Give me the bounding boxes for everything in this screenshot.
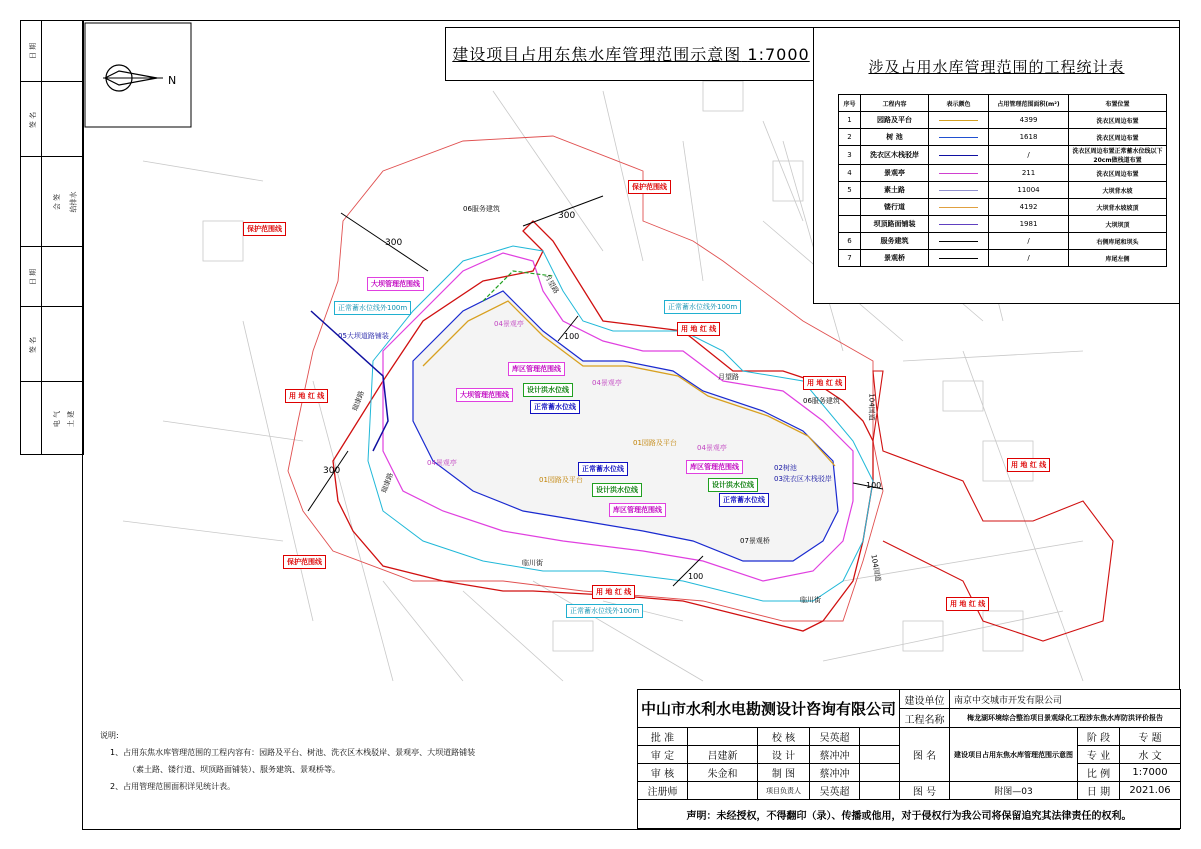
color-swatch-line xyxy=(939,258,978,259)
copyright-statement: 声明：未经授权，不得翻印（录）、传播或他用，对于侵权行为我公司将保留追究其法律责任的权利。 xyxy=(686,810,1132,822)
header-no: 序号 xyxy=(839,95,861,112)
side-cell: 电 气 土 建 xyxy=(21,381,83,455)
landscape-bridge-label: 07景观桥 xyxy=(740,537,770,545)
color-swatch-line xyxy=(939,137,978,138)
color-swatch-line xyxy=(939,241,978,242)
table-row xyxy=(839,216,1167,233)
cell-color-swatch xyxy=(929,165,989,182)
cell-location: 右侧库尾和坝头 xyxy=(1069,233,1167,250)
cell-no xyxy=(839,199,861,216)
drawing-name: 建设项目占用东焦水库管理范围示意图 xyxy=(950,728,1078,782)
scale-label: 比 例 xyxy=(1078,764,1120,782)
dim-100-label: 100 xyxy=(866,481,882,490)
cell-item: 树 池 xyxy=(861,129,929,146)
drawing-name-label: 图 名 xyxy=(900,728,950,782)
drawer-name: 蔡冲冲 xyxy=(810,764,860,782)
company-name: 中山市水利水电勘测设计咨询有限公司 xyxy=(638,690,900,728)
land-red-label: 用 地 红 线 xyxy=(677,322,720,336)
road-platform-label: 01园路及平台 xyxy=(539,476,583,484)
street-label: 瑞康路 xyxy=(351,389,366,413)
date-label: 日 期 xyxy=(1078,782,1120,800)
auditor-name: 朱金和 xyxy=(688,764,758,782)
reservoir-management-label: 库区管理范围线 xyxy=(508,362,565,376)
header-color: 表示颜色 xyxy=(929,95,989,112)
leader-label: 项目负责人 xyxy=(758,782,810,800)
statistics-title: 涉及占用水库管理范围的工程统计表 xyxy=(868,58,1125,76)
major-value: 水 文 xyxy=(1120,746,1180,764)
tree-pond-label: 02树池 xyxy=(774,464,797,472)
engineer-label: 注册师 xyxy=(638,782,688,800)
notes xyxy=(100,727,475,795)
notes-line: 1、占用东焦水库管理范围的工程内容有：园路及平台、树池、洗衣区木栈驳岸、景观亭、大坝道路铺装 xyxy=(110,748,476,757)
table-row xyxy=(839,250,1167,267)
blank-cell xyxy=(860,746,900,764)
normal-storage-label: 正常蓄水位线 xyxy=(530,400,580,414)
stage-value: 专 题 xyxy=(1120,728,1180,746)
pavilion-label: 04景观亭 xyxy=(592,379,622,387)
cell-color-swatch xyxy=(929,216,989,233)
design-flood-label: 设计洪水位线 xyxy=(592,483,642,497)
dim-100-label: 100 xyxy=(688,572,704,581)
side-cell: 日 期 xyxy=(21,246,83,307)
land-red-label: 用 地 红 线 xyxy=(285,389,328,403)
color-swatch-line xyxy=(939,207,978,208)
cell-color-swatch xyxy=(929,146,989,165)
notes-line: （素土路、镂行道、坝顶路面铺装）、服务建筑、景观桥等。 xyxy=(128,765,340,774)
cell-no: 2 xyxy=(839,129,861,146)
dim-300-label: 300 xyxy=(323,466,341,476)
color-swatch-line xyxy=(939,120,978,121)
cell-location: 库尾左侧 xyxy=(1069,250,1167,267)
dim-100-label: 100 xyxy=(564,332,580,341)
blank-cell xyxy=(860,782,900,800)
protection-label: 保护范围线 xyxy=(628,180,671,194)
cell-no: 7 xyxy=(839,250,861,267)
major-label: 专 业 xyxy=(1078,746,1120,764)
cell-area: / xyxy=(989,250,1069,267)
dam-management-label: 大坝管理范围线 xyxy=(367,277,424,291)
dam-management-label: 大坝管理范围线 xyxy=(456,388,513,402)
table-row xyxy=(839,146,1167,165)
normal-100m-label: 正常蓄水位线外100m xyxy=(664,300,741,314)
notes-heading: 说明: xyxy=(100,731,119,740)
date-value: 2021.06 xyxy=(1120,782,1180,800)
cell-no: 4 xyxy=(839,165,861,182)
dam-road-label: 05大坝道路铺装 xyxy=(338,332,389,340)
cell-no xyxy=(839,216,861,233)
table-row xyxy=(839,165,1167,182)
scale-value: 1:7000 xyxy=(1120,764,1180,782)
cell-color-swatch xyxy=(929,199,989,216)
review-label: 审 定 xyxy=(638,746,688,764)
cell-location: 大坝坝顶 xyxy=(1069,216,1167,233)
build-unit: 南京中交城市开发有限公司 xyxy=(950,690,1180,709)
leader-name: 吴英超 xyxy=(810,782,860,800)
cell-no: 5 xyxy=(839,182,861,199)
street-label: 月望路 xyxy=(542,272,561,296)
cell-item: 镂行道 xyxy=(861,199,929,216)
normal-100m-label: 正常蓄水位线外100m xyxy=(334,301,411,315)
map-title-box xyxy=(445,27,817,81)
street-label: 临川街 xyxy=(800,596,821,604)
cell-area: 211 xyxy=(989,165,1069,182)
normal-storage-label: 正常蓄水位线 xyxy=(578,462,628,476)
blank-cell xyxy=(860,764,900,782)
project-name: 梅龙湖环境综合整治项目景观绿化工程涉东焦水库防洪评价报告 xyxy=(950,709,1180,728)
street-label: 瑞康路 xyxy=(380,471,395,495)
road-platform-label: 01园路及平台 xyxy=(633,439,677,447)
side-cell: 签 名 xyxy=(21,306,83,382)
engineer-value xyxy=(688,782,758,800)
table-row xyxy=(839,199,1167,216)
cell-item: 坝顶路面铺装 xyxy=(861,216,929,233)
pavilion-label: 04景观亭 xyxy=(697,444,727,452)
street-label: 临川街 xyxy=(522,559,543,567)
cell-location: 洗衣区周边布置正常蓄水位线以下20cm做栈道布置 xyxy=(1069,146,1167,165)
land-red-line-east xyxy=(873,371,1113,641)
reservoir-management-label: 库区管理范围线 xyxy=(609,503,666,517)
cell-item: 素土路 xyxy=(861,182,929,199)
build-unit-label: 建设单位 xyxy=(900,690,950,709)
blank-cell xyxy=(860,728,900,746)
cell-no: 3 xyxy=(839,146,861,165)
notes-line: 2、占用管理范围面积详见统计表。 xyxy=(110,782,236,791)
protection-label: 保护范围线 xyxy=(243,222,286,236)
street-label: 104国道 xyxy=(867,393,876,421)
cell-area: 4399 xyxy=(989,112,1069,129)
cell-area: / xyxy=(989,146,1069,165)
dim-300-label: 300 xyxy=(385,238,403,248)
design-label: 设 计 xyxy=(758,746,810,764)
land-red-label: 用 地 红 线 xyxy=(803,376,846,390)
cell-color-swatch xyxy=(929,182,989,199)
street-label: 月望路 xyxy=(718,373,739,381)
street-label: 104国道 xyxy=(869,553,883,583)
cell-item: 园路及平台 xyxy=(861,112,929,129)
service-building-label: 06服务建筑 xyxy=(803,397,840,405)
cell-area: 11004 xyxy=(989,182,1069,199)
table-row xyxy=(839,129,1167,146)
draw-label: 制 图 xyxy=(758,764,810,782)
cell-item: 服务建筑 xyxy=(861,233,929,250)
color-swatch-line xyxy=(939,224,978,225)
color-swatch-line xyxy=(939,155,978,156)
table-row xyxy=(839,112,1167,129)
cell-location: 大坝背水坡 xyxy=(1069,182,1167,199)
cell-no: 1 xyxy=(839,112,861,129)
drawing-no-label: 图 号 xyxy=(900,782,950,800)
color-swatch-line xyxy=(939,173,978,174)
land-red-label: 用 地 红 线 xyxy=(592,585,635,599)
cell-location: 大坝背水坡坡顶 xyxy=(1069,199,1167,216)
cell-area: 1618 xyxy=(989,129,1069,146)
header-area: 占用管理范围面积(m²) xyxy=(989,95,1069,112)
cell-item: 洗衣区木栈驳岸 xyxy=(861,146,929,165)
cell-area: 4192 xyxy=(989,199,1069,216)
reservoir-management-label: 库区管理范围线 xyxy=(686,460,743,474)
statistics-panel xyxy=(813,27,1180,304)
audit-label: 审 核 xyxy=(638,764,688,782)
dim-line xyxy=(308,451,348,511)
land-red-label: 用 地 红 线 xyxy=(946,597,989,611)
table-row xyxy=(839,233,1167,250)
cell-location: 洗衣区周边布置 xyxy=(1069,129,1167,146)
wood-deck-label: 03洗衣区木栈驳岸 xyxy=(774,475,832,483)
dim-300-label: 300 xyxy=(558,211,576,221)
approve-label: 批 准 xyxy=(638,728,688,746)
side-cell: 会 签 给排水 xyxy=(21,156,83,247)
side-cell: 签 名 xyxy=(21,81,83,157)
side-cell: 日 期 xyxy=(21,21,83,81)
pavilion-label: 04景观亭 xyxy=(427,459,457,467)
normal-100m-label: 正常蓄水位线外100m xyxy=(566,604,643,618)
dim-line xyxy=(673,556,703,586)
map-title: 建设项目占用东焦水库管理范围示意图 1:7000 xyxy=(452,45,810,64)
cell-color-swatch xyxy=(929,233,989,250)
cell-area: 1981 xyxy=(989,216,1069,233)
cell-item: 景观亭 xyxy=(861,165,929,182)
statistics-table xyxy=(838,94,1167,267)
pavilion-label: 04景观亭 xyxy=(494,320,524,328)
design-flood-label: 设计洪水位线 xyxy=(523,383,573,397)
cell-color-swatch xyxy=(929,129,989,146)
designer-name: 蔡冲冲 xyxy=(810,746,860,764)
table-row xyxy=(839,182,1167,199)
cell-color-swatch xyxy=(929,250,989,267)
design-flood-label: 设计洪水位线 xyxy=(708,478,758,492)
check-label: 校 核 xyxy=(758,728,810,746)
cell-color-swatch xyxy=(929,112,989,129)
cell-no: 6 xyxy=(839,233,861,250)
side-signature-strip xyxy=(20,20,84,455)
approve-value xyxy=(688,728,758,746)
cell-location: 洗衣区周边布置 xyxy=(1069,165,1167,182)
drawing-no: 附图—03 xyxy=(950,782,1078,800)
cell-item: 景观桥 xyxy=(861,250,929,267)
land-red-label: 用 地 红 线 xyxy=(1007,458,1050,472)
normal-storage-label: 正常蓄水位线 xyxy=(719,493,769,507)
header-item: 工程内容 xyxy=(861,95,929,112)
cell-location: 洗衣区周边布置 xyxy=(1069,112,1167,129)
north-label: N xyxy=(168,74,177,87)
header-location: 布置位置 xyxy=(1069,95,1167,112)
service-building-label: 06服务建筑 xyxy=(463,205,500,213)
reviewer-name: 吕建新 xyxy=(688,746,758,764)
cell-area: / xyxy=(989,233,1069,250)
protection-label: 保护范围线 xyxy=(283,555,326,569)
stage-label: 阶 段 xyxy=(1078,728,1120,746)
project-label: 工程名称 xyxy=(900,709,950,728)
table-header-row xyxy=(839,95,1167,112)
color-swatch-line xyxy=(939,190,978,191)
checker-name: 吴英超 xyxy=(810,728,860,746)
title-block xyxy=(637,689,1181,829)
